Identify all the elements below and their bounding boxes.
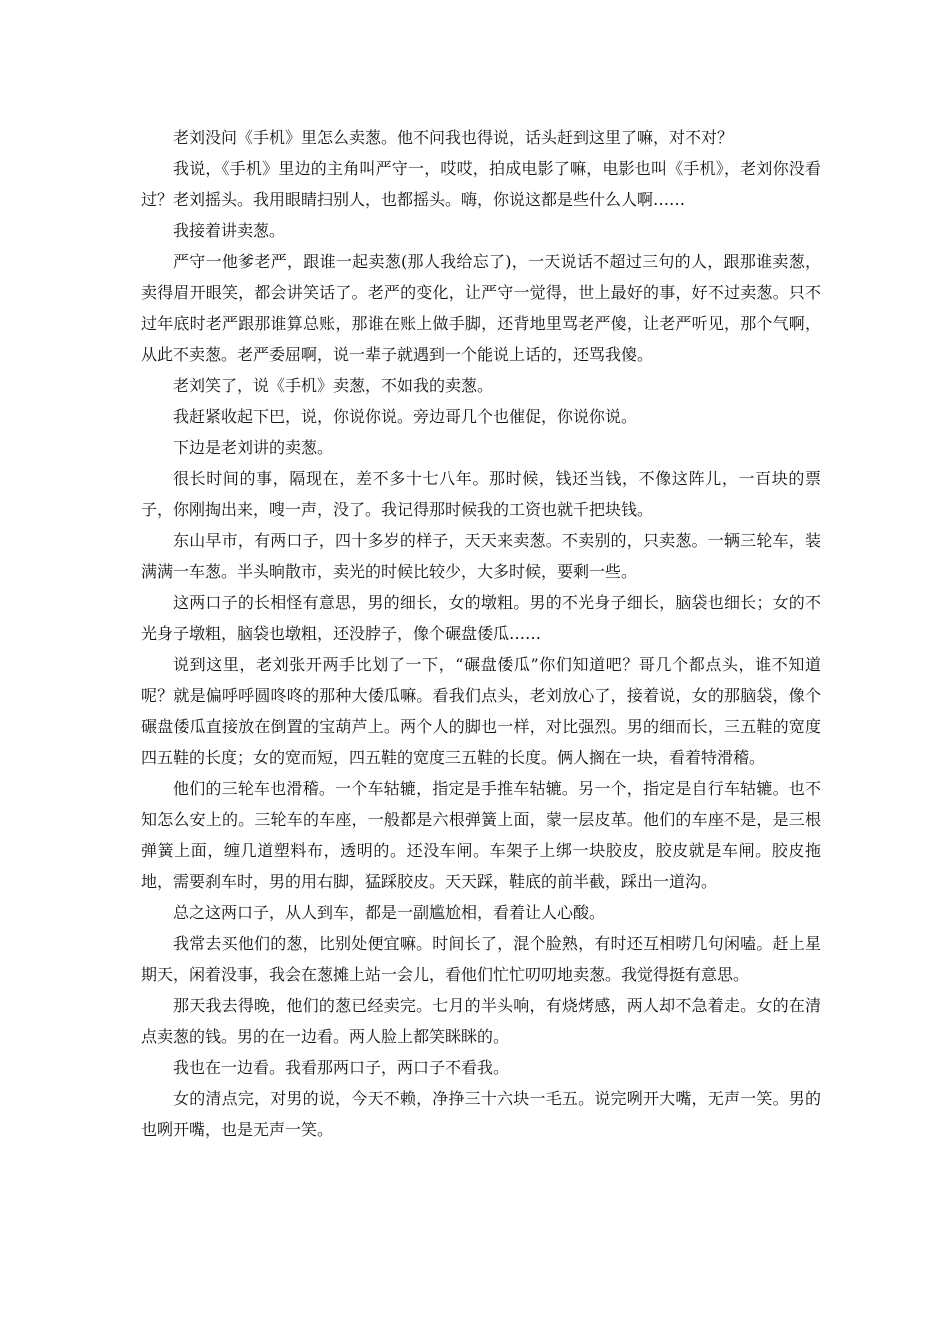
paragraph: 那天我去得晚，他们的葱已经卖完。七月的半头响，有烧烤感，两人却不急着走。女的在清点卖葱的钱。男的在一边看。两人脸上都笑眯眯的。 (141, 996, 821, 1046)
paragraph: 我赶紧收起下巴，说，你说你说。旁边哥几个也催促，你说你说。 (173, 407, 638, 426)
paragraph: 东山早市，有两口子，四十多岁的样子，天天来卖葱。不卖别的，只卖葱。一辆三轮车，装满满一车葱。半头晌散市，卖光的时候比较少，大多时候，要剩一些。 (141, 531, 821, 581)
paragraph: 老刘笑了，说《手机》卖葱，不如我的卖葱。 (173, 376, 494, 395)
paragraph: 老刘没问《手机》里怎么卖葱。他不问我也得说，话头赶到这里了嘛，对不对？ (173, 128, 734, 147)
paragraph: 下边是老刘讲的卖葱。 (173, 438, 334, 457)
paragraph: 很长时间的事，隔现在，差不多十七八年。那时候，钱还当钱，不像这阵儿，一百块的票子，你刚掏出来，嗖一声，没了。我记得那时候我的工资也就千把块钱。 (141, 469, 821, 519)
paragraph: 总之这两口子，从人到车，都是一副尴尬相，看着让人心酸。 (173, 903, 606, 922)
paragraph: 我接着讲卖葱。 (173, 221, 286, 240)
paragraph: 他们的三轮车也滑稽。一个车轱辘，指定是手推车轱辘。另一个，指定是自行车轱辘。也不知怎么安上的。三轮车的车座，一般都是六根弹簧上面，蒙一层皮革。他们的车座不是，是三根弹簧上面，缠几道塑料布，透明的。还没车闸。车架子上绑一块胶皮，胶皮就是车闸。胶皮拖地，需要刹车时，男的用右脚，猛踩胶皮。天天踩，鞋底的前半截，踩出一道沟。 (141, 779, 821, 891)
paragraph: 我说，《手机》里边的主角叫严守一，哎哎，拍成电影了嘛，电影也叫《手机》，老刘你没看过？老刘摇头。我用眼睛扫别人，也都摇头。嗨，你说这都是些什么人啊…… (141, 159, 821, 209)
paragraph: 严守一他爹老严，跟谁一起卖葱(那人我给忘了)，一天说话不超过三句的人，跟那谁卖葱，卖得眉开眼笑，都会讲笑话了。老严的变化，让严守一觉得，世上最好的事，好不过卖葱。只不过年底时老严跟那谁算总账，那谁在账上做手脚，还背地里骂老严傻，让老严听见，那个气啊，从此不卖葱。老严委屈啊，说一辈子就遇到一个能说上话的，还骂我傻。 (141, 252, 821, 364)
document-body (141, 122, 821, 1145)
paragraph: 这两口子的长相怪有意思，男的细长，女的墩粗。男的不光身子细长，脑袋也细长；女的不光身子墩粗，脑袋也墩粗，还没脖子，像个碾盘倭瓜…… (141, 593, 821, 643)
paragraph: 女的清点完，对男的说，今天不赖，净挣三十六块一毛五。说完咧开大嘴，无声一笑。男的也咧开嘴，也是无声一笑。 (141, 1089, 821, 1139)
paragraph: 我常去买他们的葱，比别处便宜嘛。时间长了，混个脸熟，有时还互相唠几句闲嗑。赶上星期天，闲着没事，我会在葱摊上站一会儿，看他们忙忙叨叨地卖葱。我觉得挺有意思。 (141, 934, 821, 984)
paragraph: 我也在一边看。我看那两口子，两口子不看我。 (173, 1058, 510, 1077)
paragraph: 说到这里，老刘张开两手比划了一下，“碾盘倭瓜”你们知道吧？哥几个都点头，谁不知道呢？就是偏呼呼圆咚咚的那种大倭瓜嘛。看我们点头，老刘放心了，接着说，女的那脑袋，像个碾盘倭瓜直接放在倒置的宝葫芦上。两个人的脚也一样，对比强烈。男的细而长，三五鞋的宽度四五鞋的长度；女的宽而短，四五鞋的宽度三五鞋的长度。俩人搁在一块，看着特滑稽。 (141, 655, 821, 767)
